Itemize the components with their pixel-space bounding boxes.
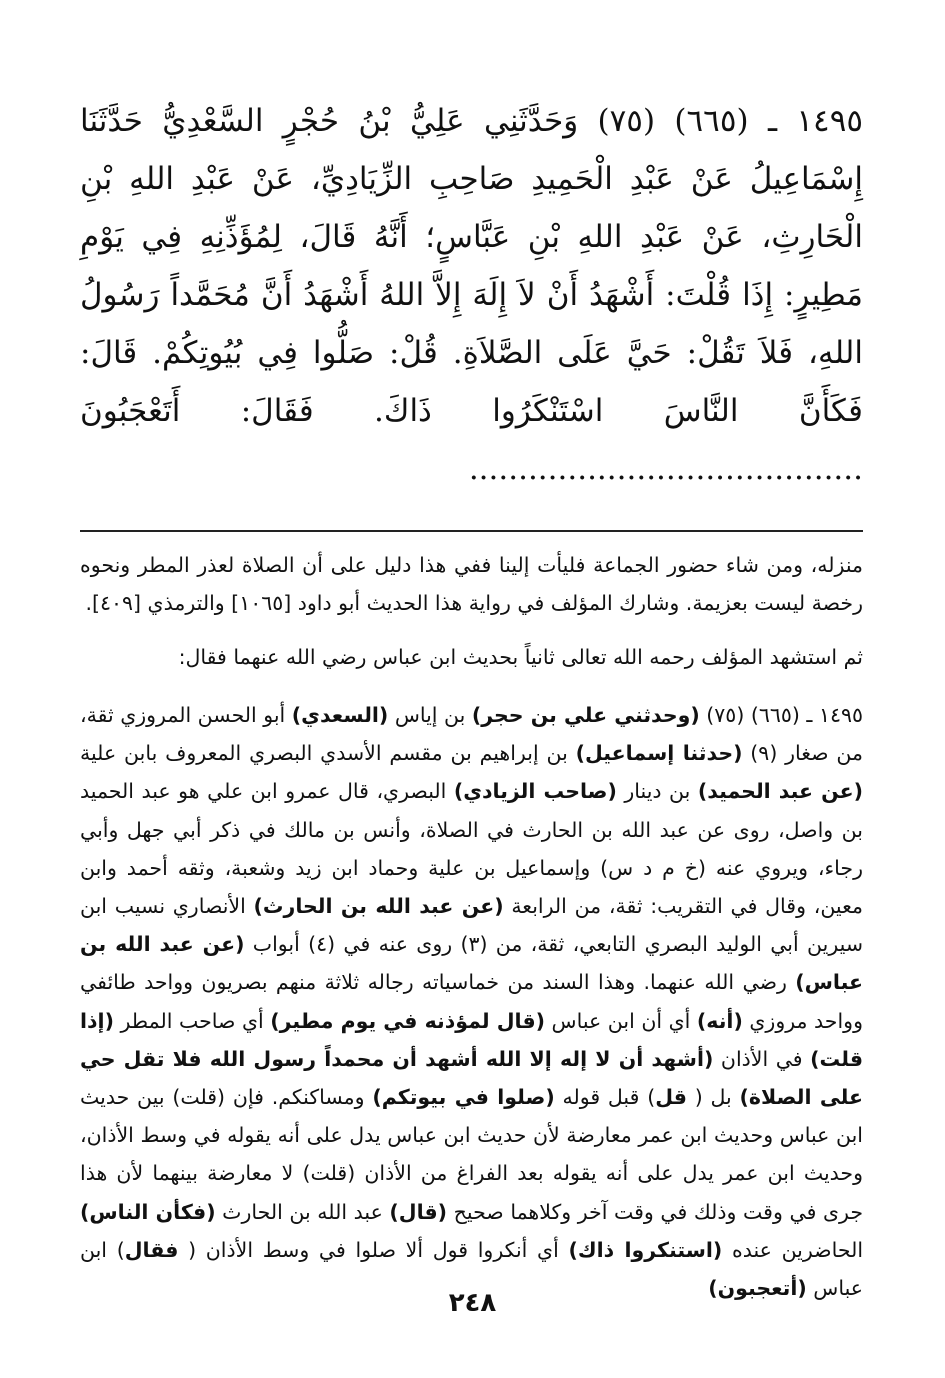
commentary-segment: أي أنكروا قول ألا صلوا في وسط الأذان ( (178, 1237, 569, 1262)
commentary-segment: أبو الحسن المروزي ثقة، من صغار (٩) (80, 703, 863, 766)
commentary-quote: (عن عبد الله بن عباس) (80, 932, 863, 995)
commentary-quote: (وحدثني علي بن حجر) (471, 703, 700, 727)
commentary-segment: بن إبراهيم بن مقسم الأسدي البصري المعروف بابن علية (80, 741, 576, 766)
commentary-segment: ١٤٩٥ ـ (٦٦٥) (٧٥) (699, 703, 864, 727)
commentary-quote: (عن عبد الله بن الحارث) (253, 894, 504, 919)
commentary-quote: (عن عبد الحميد) (697, 779, 863, 804)
commentary-quote: (السعدي) (291, 703, 389, 727)
commentary-quote: قل (655, 1085, 687, 1110)
footnote-text: منزله، ومن شاء حضور الجماعة فليأت إلينا ففي هذا دليل على أن الصلاة لعذر المطر ونحوه رخصة ليست بعزيمة. وشارك المؤلف في رواية هذا الحديث أبو داود [١٠٦٥] والترمذي [٤٠٩]. (80, 553, 863, 615)
commentary-segment: عبد الله بن الحارث (215, 1199, 390, 1224)
hadith-body: ١٤٩٥ ـ (٦٦٥) (٧٥) وَحَدَّثَنِي عَلِيُّ بْنُ حُجْرٍ السَّعْدِيُّ حَدَّثَنَا إِسْمَاعِيلُ عَنْ عَبْدِ الْحَمِيدِ صَاحِبِ الزِّيَادِيِّ، عَنْ عَبْدِ اللهِ بْنِ الْحَارِثِ، عَنْ عَبْدِ اللهِ بْنِ عَبَّاسٍ؛ أَنَّهُ قَالَ، لِمُؤَذِّنِهِ فِي يَوْمِ مَطِيرٍ: إِذَا قُلْتَ: أَشْهَدُ أَنْ لاَ إِلَهَ إِلاَّ اللهُ أَشْهَدُ أَنَّ مُحَمَّداً رَسُولُ اللهِ، فَلاَ تَقُلْ: حَيَّ عَلَى الصَّلاَةِ. قُلْ: صَلُّوا فِي بُيُوتِكُمْ. قَالَ: فَكَأَنَّ النَّاسَ اسْتَنْكَرُوا ذَاكَ. فَقَالَ: أَتَعْجَبُونَ (80, 103, 863, 429)
commentary-quote: (أشهد أن لا إله إلا الله أشهد أن محمداً رسول الله فلا تقل حي على الصلاة) (80, 1046, 863, 1110)
footnote-separator (80, 530, 863, 532)
commentary-quote: (أتعجبون) (708, 1276, 807, 1301)
hadith-text (80, 92, 863, 498)
commentary-segment: الحاضرين عنده (722, 1237, 864, 1262)
commentary-quote: (استنكروا ذاك) (568, 1237, 723, 1262)
commentary-paragraph (80, 696, 863, 1307)
commentary-quote: (قال لمؤذنه في يوم مطير) (270, 1008, 546, 1033)
commentary-quote: (صلوا في بيوتكم) (372, 1085, 555, 1110)
commentary-segment: ومساكنكم. فإن (قلت) بين حديث ابن عباس وحديث ابن عمر معارضة لأن حديث ابن عباس يدل على أنه يقوله في وسط الأذان، وحديث ابن عمر يدل على أنه يقوله بعد الفراغ من الأذان (قلت) لا معارضة بينهما لأن هذا جرى في وقت وذلك في وقت آخر وكلاهما صحيح (80, 1085, 863, 1224)
commentary-segment: ) ابن عباس (80, 1237, 863, 1301)
commentary-quote: فقال (124, 1237, 179, 1262)
commentary-segment: في الأذان (713, 1046, 811, 1071)
commentary-segment: الأنصاري نسيب ابن سيرين أبي الوليد البصري التابعي، ثقة، من (٣) روى عنه في (٤) أبواب (80, 894, 863, 957)
commentary-segment: ) قبل قوله (554, 1085, 656, 1110)
commentary-quote: (أنه) (696, 1008, 743, 1033)
commentary-segment: رضي الله عنهما. وهذا السند من خماسياته رجاله ثلاثة منهم بصريون وواحد طائفي وواحد مروزي (80, 970, 863, 1033)
intro-paragraph: ثم استشهد المؤلف رحمه الله تعالى ثانياً بحديث ابن عباس رضي الله عنهما فقال: (178, 645, 863, 669)
commentary-quote: (حدثنا إسماعيل) (575, 741, 743, 766)
commentary-segment: بل ( (686, 1085, 740, 1110)
commentary-segment: بن دينار (616, 779, 698, 804)
commentary-segment: أي أن ابن عباس (545, 1008, 697, 1033)
commentary-quote: (قال) (389, 1199, 448, 1224)
commentary-segment: أي صاحب المطر (113, 1008, 271, 1033)
commentary-quote: (صاحب الزيادي) (453, 779, 617, 804)
commentary-segment: البصري، قال عمرو ابن علي هو عبد الحميد بن واصل، روى عن عبد الله بن الحارث في الصلاة، وأنس بن مالك في ذكر أبي جهل وأبي رجاء، ويروي عنه (خ م د س) وإسماعيل بن علية وحماد ابن زيد وشعبة، وثقه أحمد وابن معين، وقال في التقريب: ثقة، من الرابعة (80, 779, 863, 919)
commentary-quote: (فكأن الناس) (80, 1199, 216, 1224)
hadith-continuation-dots: ........................................ (468, 451, 863, 487)
page-number: ٢٤٨ (448, 1288, 497, 1318)
commentary-segment: بن إياس (388, 703, 472, 727)
commentary-quote: (إذا قلت) (80, 1008, 864, 1071)
